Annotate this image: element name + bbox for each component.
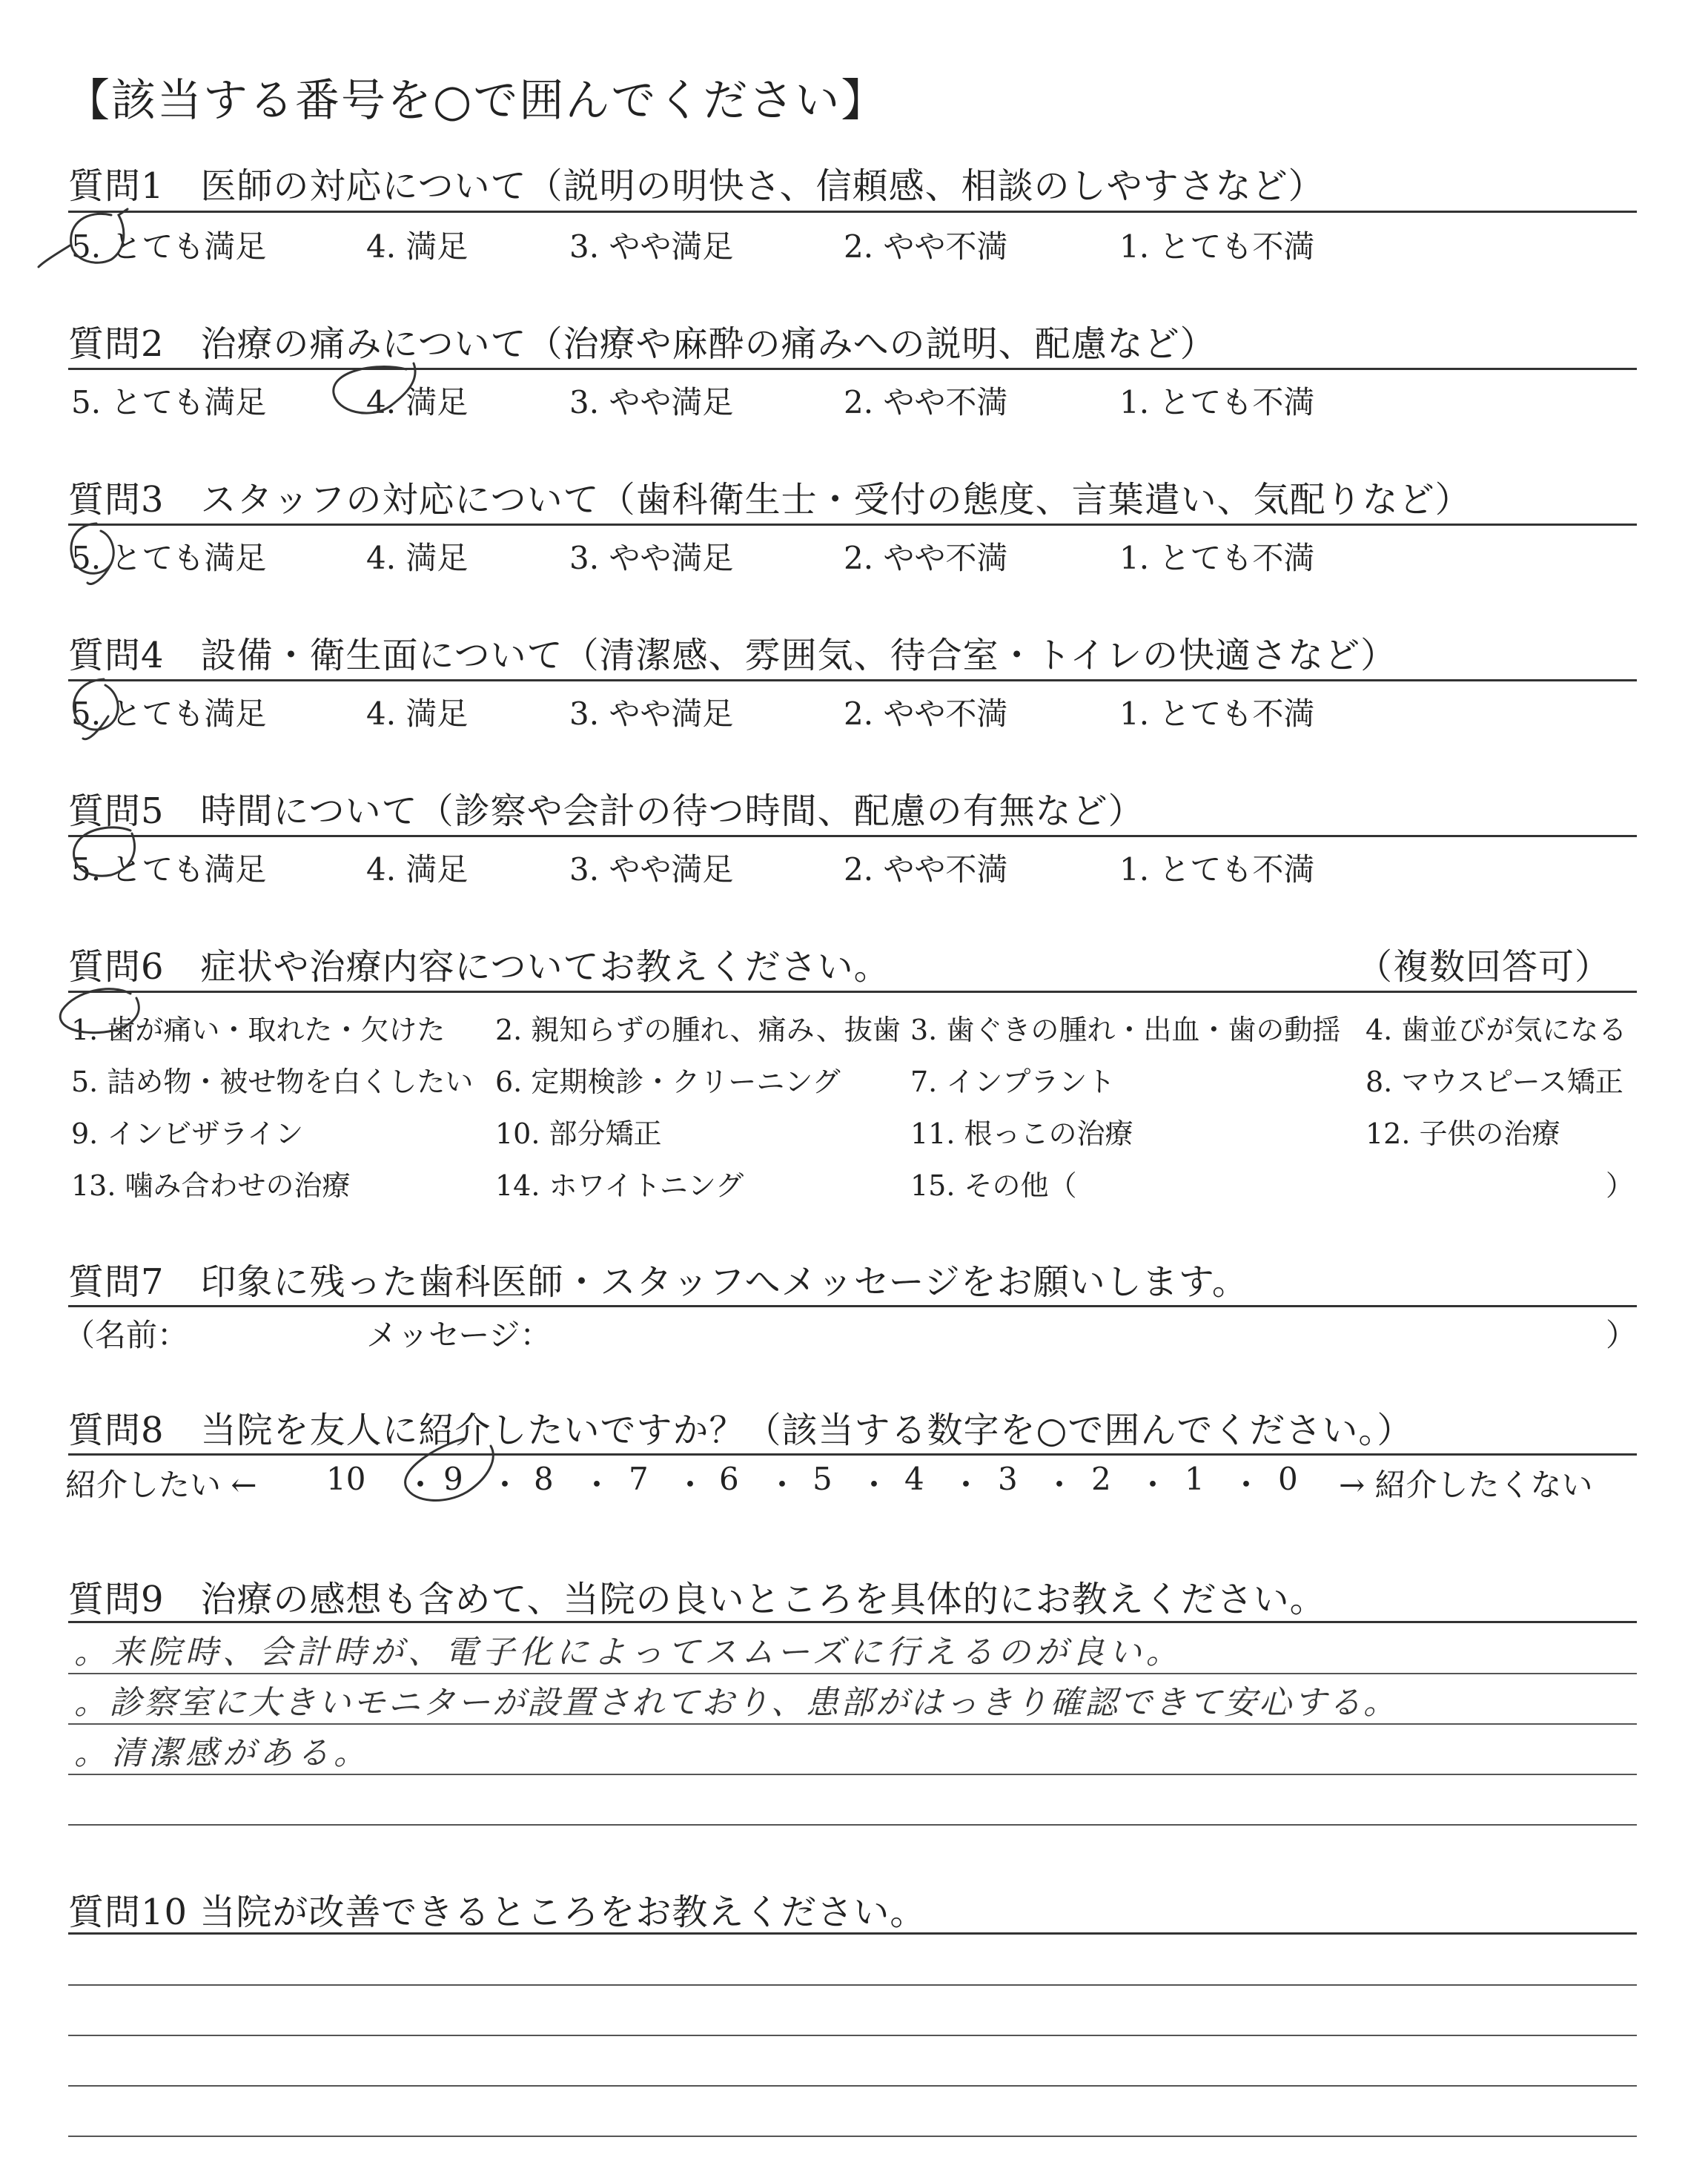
q8-score-6[interactable]: 6 [719,1461,739,1497]
q1-option-5[interactable]: 5. とても満足 [71,228,267,265]
q3-option-4[interactable]: 4. 満足 [366,540,469,576]
q6-option-8[interactable]: 8. マウスピース矯正 [1366,1066,1623,1098]
q8-separator: ・ [1231,1467,1262,1503]
q6-option-15[interactable]: 15. その他（ [910,1169,1077,1202]
q5-option-4[interactable]: 4. 満足 [366,851,469,888]
q6-option-10[interactable]: 10. 部分矯正 [495,1117,662,1150]
q6-option-11[interactable]: 11. 根っこの治療 [910,1117,1133,1150]
q8-score-0[interactable]: 0 [1278,1461,1298,1497]
q8-separator: ・ [767,1467,798,1503]
q8-score-9[interactable]: 9 [443,1461,463,1497]
q9-line-5 [68,1824,1637,1826]
q2-option-1[interactable]: 1. とても不満 [1119,384,1315,420]
q6-option-4[interactable]: 4. 歯並びが気になる [1366,1014,1627,1046]
q9-line-1 [68,1621,1637,1623]
q2-option-3[interactable]: 3. やや満足 [569,384,734,420]
q8-score-4[interactable]: 4 [904,1461,924,1497]
q1-option-3[interactable]: 3. やや満足 [569,228,734,265]
q6-divider [68,991,1637,993]
q1-option-1[interactable]: 1. とても不満 [1119,228,1315,265]
q8-right-label: → 紹介したくない [1339,1467,1593,1503]
q8-separator: ・ [950,1467,982,1503]
q7-name-label: （名前： [64,1317,189,1353]
q10-line-4 [68,2085,1637,2087]
q5-option-5[interactable]: 5. とても満足 [71,851,267,888]
q9-answer-2[interactable]: 。診察室に大きいモニターが設置されており、患部がはっきり確認できて安心する。 [74,1684,1398,1722]
q8-title: 質問8 当院を友人に紹介したいですか？（該当する数字を○で囲んでください。） [68,1410,1414,1451]
q8-score-2[interactable]: 2 [1091,1461,1111,1497]
q3-option-1[interactable]: 1. とても不満 [1119,540,1315,576]
q4-title: 質問4 設備・衛生面について（清潔感、雰囲気、待合室・トイレの快適さなど） [68,635,1397,676]
q10-line-1 [68,1932,1637,1935]
q6-other-close-paren: ） [1606,1169,1635,1202]
q7-message-label: メッセージ： [366,1317,552,1353]
q7-title: 質問7 印象に残った歯科医師・スタッフへメッセージをお願いします。 [68,1261,1248,1303]
q1-option-4[interactable]: 4. 満足 [366,228,469,265]
q6-option-13[interactable]: 13. 噛み合わせの治療 [71,1169,351,1202]
q6-option-9[interactable]: 9. インビザライン [71,1117,304,1150]
q8-separator: ・ [489,1467,521,1503]
q9-line-4 [68,1774,1637,1775]
q5-option-3[interactable]: 3. やや満足 [569,851,734,888]
q10-line-2 [68,1984,1637,1986]
q2-option-4[interactable]: 4. 満足 [366,384,469,420]
q4-option-3[interactable]: 3. やや満足 [569,696,734,732]
q8-divider [68,1453,1637,1456]
q4-option-1[interactable]: 1. とても不満 [1119,696,1315,732]
q9-line-2 [68,1673,1637,1674]
q3-option-3[interactable]: 3. やや満足 [569,540,734,576]
q3-divider [68,524,1637,526]
q1-divider [68,211,1637,213]
q7-divider [68,1305,1637,1307]
q6-multiple-note: （複数回答可） [1357,946,1612,988]
q8-score-5[interactable]: 5 [812,1461,833,1497]
q5-option-1[interactable]: 1. とても不満 [1119,851,1315,888]
q8-separator: ・ [675,1467,706,1503]
q3-option-5[interactable]: 5. とても満足 [71,540,267,576]
q4-option-4[interactable]: 4. 満足 [366,696,469,732]
q8-separator: ・ [405,1467,437,1503]
q9-title: 質問9 治療の感想も含めて、当院の良いところを具体的にお教えください。 [68,1579,1326,1620]
q6-option-6[interactable]: 6. 定期検診・クリーニング [495,1066,841,1098]
q8-score-3[interactable]: 3 [998,1461,1018,1497]
q6-title: 質問6 症状や治療内容についてお教えください。 [68,946,890,988]
q3-title: 質問3 スタッフの対応について（歯科衛生士・受付の態度、言葉遣い、気配りなど） [68,479,1472,521]
q10-line-3 [68,2035,1637,2036]
q6-option-2[interactable]: 2. 親知らずの腫れ、痛み、抜歯 [495,1014,901,1046]
q5-divider [68,835,1637,837]
q8-score-10[interactable]: 10 [326,1461,366,1497]
form-heading: 【該当する番号を○で囲んでください】 [65,75,887,127]
q6-option-12[interactable]: 12. 子供の治療 [1366,1117,1560,1150]
q2-divider [68,368,1637,370]
q6-option-3[interactable]: 3. 歯ぐきの腫れ・出血・歯の動揺 [910,1014,1341,1046]
q8-score-7[interactable]: 7 [629,1461,649,1497]
q2-option-5[interactable]: 5. とても満足 [71,384,267,420]
q5-option-2[interactable]: 2. やや不満 [844,851,1008,888]
q1-option-2[interactable]: 2. やや不満 [844,228,1008,265]
q1-title: 質問1 医師の対応について（説明の明快さ、信頼感、相談のしやすさなど） [68,165,1325,207]
q7-close-paren: ） [1606,1317,1638,1353]
q8-separator: ・ [1137,1467,1169,1503]
q2-title: 質問2 治療の痛みについて（治療や麻酔の痛みへの説明、配慮など） [68,323,1217,365]
q6-option-5[interactable]: 5. 詰め物・被せ物を白くしたい [71,1066,474,1098]
q4-option-5[interactable]: 5. とても満足 [71,696,267,732]
q9-answer-1[interactable]: 。来院時、会計時が、電子化によってスムーズに行えるのが良い。 [74,1634,1183,1671]
q9-answer-3[interactable]: 。清潔感がある。 [74,1734,371,1772]
q10-title: 質問10 当院が改善できるところをお教えください。 [68,1892,927,1933]
q2-option-2[interactable]: 2. やや不満 [844,384,1008,420]
q8-separator: ・ [581,1467,613,1503]
q8-score-8[interactable]: 8 [534,1461,554,1497]
q8-score-1[interactable]: 1 [1185,1461,1205,1497]
q4-divider [68,679,1637,681]
q3-option-2[interactable]: 2. やや不満 [844,540,1008,576]
q6-option-7[interactable]: 7. インプラント [910,1066,1116,1098]
q6-option-1[interactable]: 1. 歯が痛い・取れた・欠けた [71,1014,446,1046]
q10-line-5 [68,2136,1637,2137]
q5-title: 質問5 時間について（診察や会計の待つ時間、配慮の有無など） [68,790,1145,832]
q8-separator: ・ [1044,1467,1076,1503]
q8-separator: ・ [858,1467,890,1503]
q8-left-label: 紹介したい ← [65,1467,257,1503]
q9-line-3 [68,1723,1637,1725]
q6-option-14[interactable]: 14. ホワイトニング [495,1169,744,1202]
q4-option-2[interactable]: 2. やや不満 [844,696,1008,732]
